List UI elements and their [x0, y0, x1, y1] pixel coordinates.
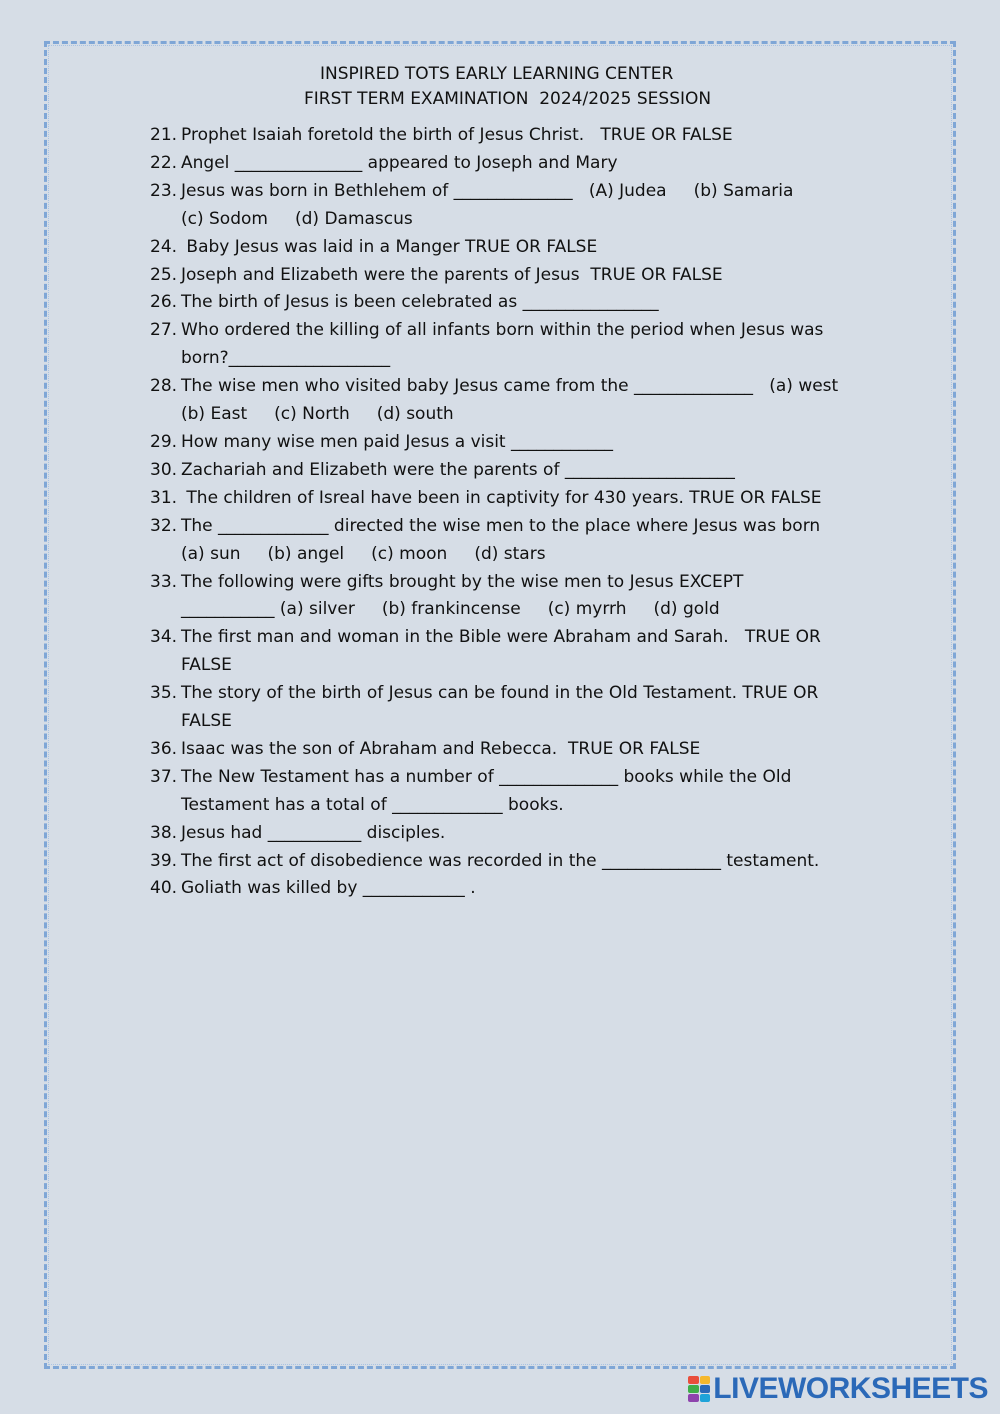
question-item [150, 262, 890, 290]
question-number: 38. [150, 822, 178, 843]
question-item [150, 624, 890, 680]
question-text: The story of the birth of Jesus can be found in the Old Testament. TRUE OR FALSE [181, 683, 819, 732]
question-list [150, 122, 890, 903]
question-item [150, 373, 890, 429]
question-item [150, 513, 890, 569]
question-number: 33. [150, 571, 178, 592]
question-item [150, 234, 890, 262]
question-item [150, 122, 890, 150]
question-number: 34. [150, 627, 178, 648]
question-number: 31. [150, 487, 178, 508]
question-item [150, 457, 890, 485]
question-number: 22. [150, 152, 178, 173]
question-text: Joseph and Elizabeth were the parents of Jesus TRUE OR FALSE [181, 264, 723, 285]
question-number: 25. [150, 264, 178, 285]
question-text: The _____________ directed the wise men to the place where Jesus was born (a) sun (b) angel (c) moon (d) stars [181, 515, 821, 564]
question-number: 23. [150, 180, 178, 201]
question-item [150, 569, 890, 625]
question-text: The first act of disobedience was recorded in the ______________ testament. [181, 850, 820, 871]
question-text: The birth of Jesus is been celebrated as ________________ [181, 292, 659, 313]
question-text: Zachariah and Elizabeth were the parents of ____________________ [181, 459, 735, 480]
question-text: Goliath was killed by ____________ . [181, 878, 476, 899]
question-item [150, 289, 890, 317]
question-number: 32. [150, 515, 178, 536]
question-item [150, 764, 890, 820]
question-number: 24. [150, 236, 178, 257]
school-name: INSPIRED TOTS EARLY LEARNING CENTER [320, 64, 674, 84]
question-number: 27. [150, 320, 178, 341]
question-number: 26. [150, 292, 178, 313]
question-number: 30. [150, 459, 178, 480]
question-item [150, 178, 890, 234]
question-number: 29. [150, 431, 178, 452]
question-item [150, 485, 890, 513]
question-item [150, 848, 890, 876]
question-number: 21. [150, 125, 178, 145]
question-text: Jesus had ___________ disciples. [181, 822, 446, 843]
question-text: The New Testament has a number of ______________ books while the Old Testament has a total of _____________ books. [181, 766, 792, 815]
question-text: Baby Jesus was laid in a Manger TRUE OR FALSE [181, 236, 598, 257]
question-text: Isaac was the son of Abraham and Rebecca. TRUE OR FALSE [181, 738, 701, 759]
question-number: 35. [150, 683, 178, 704]
question-text: The following were gifts brought by the wise men to Jesus EXCEPT ___________ (a) silver (b) frankincense (c) myrrh (d) gold [181, 571, 744, 620]
question-text: How many wise men paid Jesus a visit ____________ [181, 431, 613, 452]
exam-title: FIRST TERM EXAMINATION 2024/2025 SESSION [304, 89, 712, 109]
question-text: The wise men who visited baby Jesus came from the ______________ (a) west (b) East (c) North (d) south [181, 376, 839, 425]
question-number: 37. [150, 766, 178, 787]
question-item [150, 736, 890, 764]
question-text: Who ordered the killing of all infants born within the period when Jesus was born?___________________ [181, 320, 824, 369]
question-text: Jesus was born in Bethlehem of ______________ (A) Judea (b) Samaria (c) Sodom (d) Damascus [181, 180, 794, 229]
question-text: Prophet Isaiah foretold the birth of Jesus Christ. TRUE OR FALSE [181, 125, 733, 145]
question-item [150, 680, 890, 736]
liveworksheets-brand[interactable] [688, 1372, 988, 1406]
question-number: 28. [150, 376, 178, 397]
question-number: 36. [150, 738, 178, 759]
question-number: 39. [150, 850, 178, 871]
question-text: Angel _______________ appeared to Joseph and Mary [181, 152, 618, 173]
question-text: The children of Isreal have been in captivity for 430 years. TRUE OR FALSE [181, 487, 822, 508]
question-item [150, 150, 890, 178]
question-item [150, 429, 890, 457]
question-number: 40. [150, 878, 178, 899]
question-item [150, 317, 890, 373]
question-item [150, 820, 890, 848]
question-item [150, 875, 890, 903]
liveworksheets-wordmark: LIVEWORKSHEETS [713, 1372, 988, 1405]
question-text: The first man and woman in the Bible were Abraham and Sarah. TRUE OR FALSE [181, 627, 821, 676]
liveworksheets-logo-icon [688, 1376, 710, 1402]
